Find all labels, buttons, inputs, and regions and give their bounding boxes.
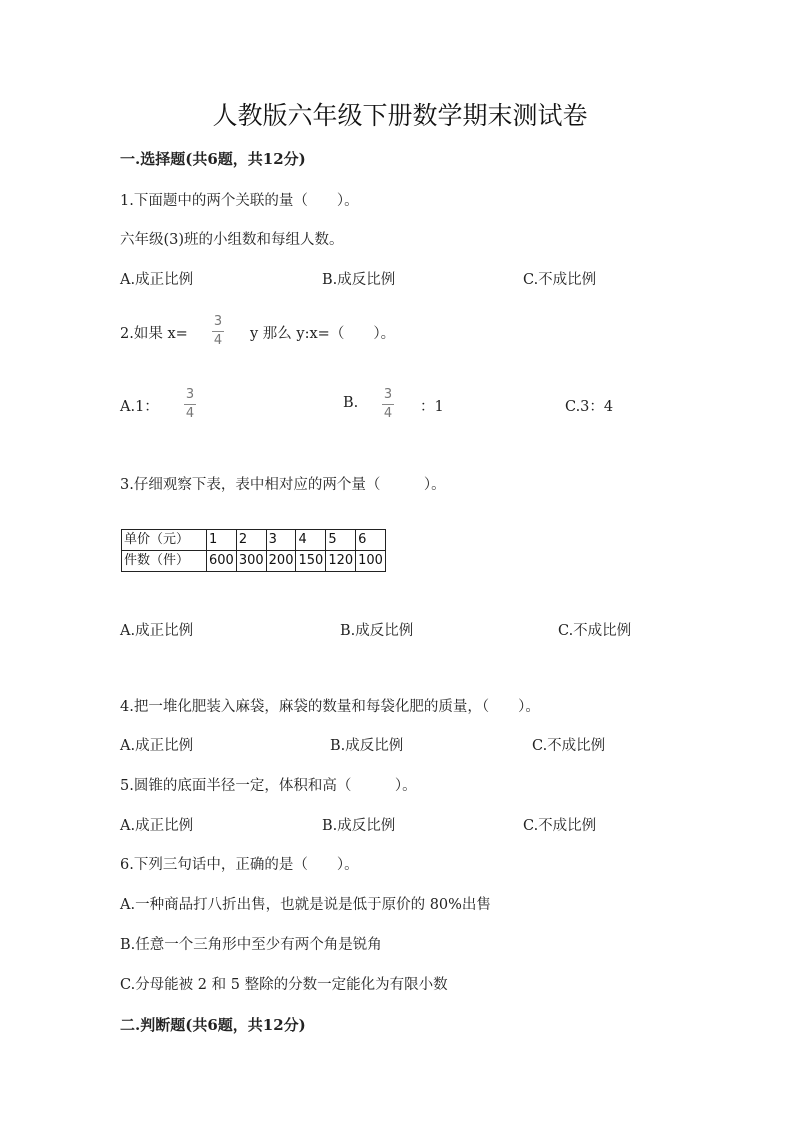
fraction-denominator: 4 bbox=[213, 333, 223, 348]
fraction-three-quarters bbox=[212, 314, 224, 349]
fraction-numerator: 3 bbox=[213, 314, 223, 329]
question-3-stem: 3.仔细观察下表，表中相对应的两个量（ ）。 bbox=[120, 477, 446, 493]
table-cell: 6 bbox=[356, 530, 386, 551]
table-cell: 件数（件） bbox=[122, 551, 207, 572]
question-5-option-a: A.成正比例 bbox=[120, 818, 194, 834]
fraction-numerator: 3 bbox=[185, 387, 195, 402]
question-1-stem: 1.下面题中的两个关联的量（ ）。 bbox=[120, 193, 359, 209]
question-4-option-a: A.成正比例 bbox=[120, 738, 194, 754]
question-2-option-b-prefix: B. bbox=[343, 395, 359, 411]
table-row bbox=[122, 551, 386, 572]
table-cell: 120 bbox=[326, 551, 356, 572]
fraction-bar bbox=[184, 404, 196, 405]
table-cell: 150 bbox=[296, 551, 326, 572]
fraction-bar bbox=[212, 331, 224, 332]
fraction-bar bbox=[382, 404, 394, 405]
question-1-context: 六年级(3)班的小组数和每组人数。 bbox=[120, 232, 344, 248]
question-4-option-c: C.不成比例 bbox=[532, 738, 606, 754]
price-quantity-table bbox=[121, 529, 386, 572]
question-6-stem: 6.下列三句话中，正确的是（ ）。 bbox=[120, 857, 359, 873]
table-cell: 100 bbox=[356, 551, 386, 572]
question-3-option-c: C.不成比例 bbox=[558, 623, 632, 639]
table-cell: 200 bbox=[266, 551, 296, 572]
question-6-option-a: A.一种商品打八折出售，也就是说是低于原价的 80%出售 bbox=[120, 897, 491, 913]
table-cell: 2 bbox=[236, 530, 266, 551]
question-5-option-c: C.不成比例 bbox=[523, 818, 597, 834]
question-1-option-b: B.成反比例 bbox=[322, 272, 396, 288]
page-title: 人教版六年级下册数学期末测试卷 bbox=[212, 101, 588, 130]
fraction-numerator: 3 bbox=[383, 387, 393, 402]
section-heading-choice: 一.选择题(共6题，共12分) bbox=[120, 150, 306, 168]
question-2-stem-prefix: 2.如果 x= bbox=[120, 326, 188, 342]
question-5-option-b: B.成反比例 bbox=[322, 818, 396, 834]
fraction-three-quarters bbox=[184, 387, 196, 422]
question-3-option-a: A.成正比例 bbox=[120, 623, 194, 639]
question-2-stem-suffix: y 那么 y:x=（ ）。 bbox=[250, 326, 396, 342]
table-row bbox=[122, 530, 386, 551]
question-4-stem: 4.把一堆化肥装入麻袋，麻袋的数量和每袋化肥的质量，（ ）。 bbox=[120, 699, 540, 715]
table-cell: 单价（元） bbox=[122, 530, 207, 551]
question-4-option-b: B.成反比例 bbox=[330, 738, 404, 754]
fraction-denominator: 4 bbox=[383, 406, 393, 421]
section-heading-judgement: 二.判断题(共6题，共12分) bbox=[120, 1016, 306, 1034]
question-1-option-a: A.成正比例 bbox=[120, 272, 194, 288]
table-cell: 4 bbox=[296, 530, 326, 551]
question-1-option-c: C.不成比例 bbox=[523, 272, 597, 288]
question-6-option-b: B.任意一个三角形中至少有两个角是锐角 bbox=[120, 937, 382, 953]
question-2-option-b-suffix: ：1 bbox=[420, 399, 444, 415]
question-2-option-c: C.3：4 bbox=[565, 399, 614, 415]
fraction-denominator: 4 bbox=[185, 406, 195, 421]
table-cell: 3 bbox=[266, 530, 296, 551]
question-2-option-a-prefix: A.1： bbox=[120, 399, 159, 415]
table-cell: 5 bbox=[326, 530, 356, 551]
table-cell: 1 bbox=[207, 530, 237, 551]
question-3-option-b: B.成反比例 bbox=[340, 623, 414, 639]
fraction-three-quarters bbox=[382, 387, 394, 422]
table-cell: 300 bbox=[236, 551, 266, 572]
table-cell: 600 bbox=[207, 551, 237, 572]
question-5-stem: 5.圆锥的底面半径一定，体积和高（ ）。 bbox=[120, 778, 417, 794]
question-6-option-c: C.分母能被 2 和 5 整除的分数一定能化为有限小数 bbox=[120, 977, 448, 993]
